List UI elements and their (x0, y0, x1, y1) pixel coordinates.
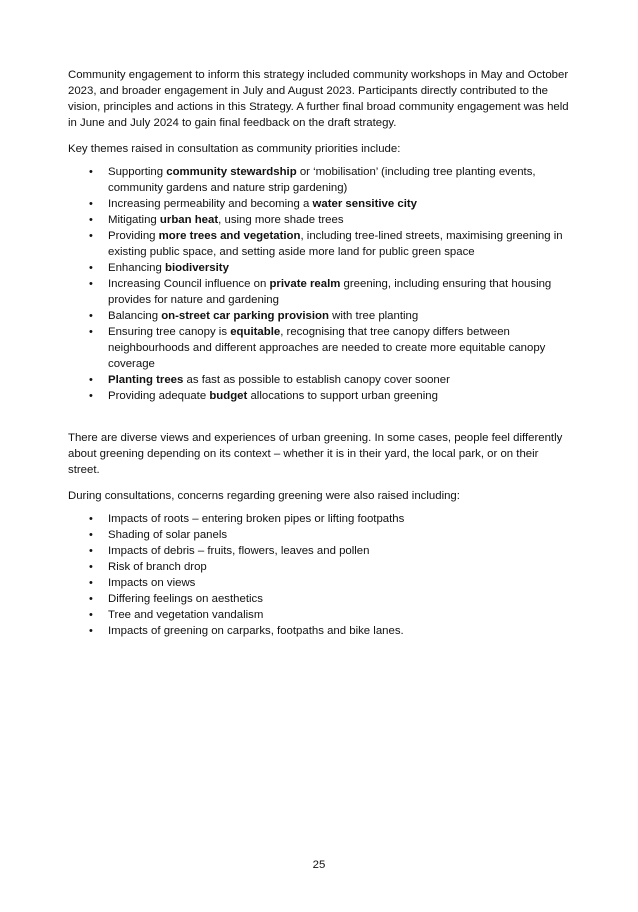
themes-list (68, 164, 573, 404)
list-item: • Impacts of greening on carparks, footpaths and bike lanes. (89, 625, 404, 637)
bullet-icon: • (89, 310, 93, 322)
list-item: • Ensuring tree canopy is equitable, recognising that tree canopy differs between neighbourhoods and different approaches are needed to create more equitable canopy coverage (89, 326, 546, 370)
bullet-icon: • (89, 577, 93, 589)
bullet-icon: • (89, 262, 93, 274)
list-item: • Increasing Council influence on private realm greening, including ensuring that housing provides for nature and gardening (89, 278, 552, 306)
list-item: • Mitigating urban heat, using more shade trees (89, 214, 344, 226)
page-number: 25 (312, 859, 326, 871)
concerns-list (68, 511, 573, 639)
bullet-icon: • (89, 513, 93, 525)
bullet-icon: • (89, 593, 93, 605)
bullet-icon: • (89, 278, 93, 290)
bullet-icon: • (89, 326, 93, 338)
themes-intro: Key themes raised in consultation as community priorities include: (68, 143, 401, 155)
intro-paragraph: Community engagement to inform this strategy included community workshops in May and October 2023, and broader engagement in July and August 2023. Participants directly contributed to the vision, principles and actions in this Strategy. A further final broad community engagement was held in June and July 2024 to gain final feedback on the draft strategy. (68, 69, 569, 129)
bullet-icon: • (89, 529, 93, 541)
document-page (68, 67, 573, 639)
bullet-icon: • (89, 609, 93, 621)
bullet-icon: • (89, 230, 93, 242)
bullet-icon: • (89, 198, 93, 210)
list-item: • Risk of branch drop (89, 561, 207, 573)
list-item: • Providing adequate budget allocations to support urban greening (89, 390, 438, 402)
list-item: • Balancing on-street car parking provision with tree planting (89, 310, 419, 322)
list-item: • Tree and vegetation vandalism (89, 609, 264, 621)
list-item: • Differing feelings on aesthetics (89, 593, 263, 605)
list-item: • Providing more trees and vegetation, including tree-lined streets, maximising greening in existing public space, and setting aside more land for public green space (89, 230, 563, 258)
bullet-icon: • (89, 374, 93, 386)
list-item: • Planting trees as fast as possible to establish canopy cover sooner (89, 374, 450, 386)
list-item: • Impacts of debris – fruits, flowers, leaves and pollen (89, 545, 370, 557)
diverse-views-paragraph: There are diverse views and experiences of urban greening. In some cases, people feel differently about greening depending on its context – whether it is in their yard, the local park, or on their street. (68, 432, 563, 476)
bullet-icon: • (89, 166, 93, 178)
list-item: • Impacts of roots – entering broken pipes or lifting footpaths (89, 513, 405, 525)
bullet-icon: • (89, 390, 93, 402)
list-item: • Shading of solar panels (89, 529, 228, 541)
bullet-icon: • (89, 625, 93, 637)
bullet-icon: • (89, 561, 93, 573)
list-item: • Increasing permeability and becoming a water sensitive city (89, 198, 417, 210)
bullet-icon: • (89, 545, 93, 557)
concerns-intro: During consultations, concerns regarding greening were also raised including: (68, 490, 460, 502)
list-item: • Enhancing biodiversity (89, 262, 229, 274)
list-item: • Impacts on views (89, 577, 196, 589)
bullet-icon: • (89, 214, 93, 226)
list-item: • Supporting community stewardship or ‘mobilisation’ (including tree planting events, community gardens and nature strip gardening) (89, 166, 536, 194)
